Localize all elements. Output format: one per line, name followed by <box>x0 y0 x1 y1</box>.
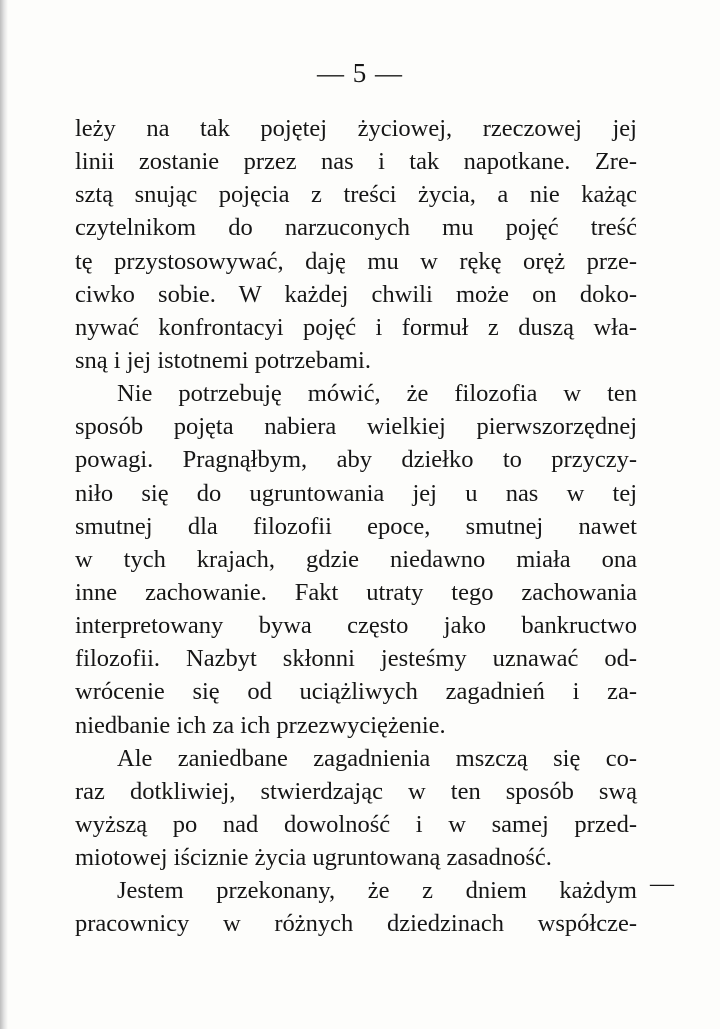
text-line: wyższą po nad dowolność i w samej przed- <box>75 810 637 838</box>
text-line: raz dotkliwiej, stwierdzając w ten sposób swą <box>75 777 637 805</box>
body-text <box>75 112 637 941</box>
text-line: tę przystosowywać, daję mu w rękę oręż prze- <box>75 247 637 275</box>
text-line: niło się do ugruntowania jej u nas w tej <box>75 479 637 507</box>
text-line: niedbanie ich za ich przezwyciężenie. <box>75 711 446 739</box>
text-line: interpretowany bywa często jako bankructwo <box>75 612 637 640</box>
text-line: linii zostanie przez nas i tak napotkane. Zre- <box>75 148 637 176</box>
text-line: smutnej dla filozofii epoce, smutnej nawet <box>75 512 637 540</box>
text-line: nywać konfrontacyi pojęć i formuł z duszą wła- <box>75 313 637 341</box>
text-line: pracownicy w różnych dziedzinach współcze- <box>75 910 637 938</box>
text-line: ciwko sobie. W każdej chwili może on doko- <box>75 280 637 308</box>
text-line: leży na tak pojętej życiowej, rzeczowej jej <box>75 115 637 142</box>
text-line: w tych krajach, gdzie niedawno miała ona <box>75 545 637 573</box>
text-line: wrócenie się od uciążliwych zagadnień i za- <box>75 678 637 706</box>
paragraph-start-line: Ale zaniedbane zagadnienia mszczą się co- <box>117 744 637 772</box>
margin-dash-mark: — <box>650 871 674 897</box>
page-number: — 5 — <box>317 58 403 88</box>
paragraph-start-line: Nie potrzebuję mówić, że filozofia w ten <box>117 380 637 408</box>
text-line: miotowej iściznie życia ugruntowaną zasadność. <box>75 844 552 872</box>
text-line: inne zachowanie. Fakt utraty tego zachowania <box>75 578 637 606</box>
paragraph-start-line: Jestem przekonany, że z dniem każdym <box>117 877 637 905</box>
text-line: czytelnikom do narzuconych mu pojęć treść <box>75 214 637 242</box>
text-line: filozofii. Nazbyt skłonni jesteśmy uznawać od- <box>75 645 637 673</box>
text-line: sztą snując pojęcia z treści życia, a nie każąc <box>75 181 637 209</box>
page-edge-shadow <box>0 0 8 1029</box>
text-line: powagi. Pragnąłbym, aby dziełko to przyczy- <box>75 446 637 474</box>
text-line: sną i jej istotnemi potrzebami. <box>75 346 371 374</box>
text-line: sposób pojęta nabiera wielkiej pierwszorzędnej <box>75 413 637 441</box>
